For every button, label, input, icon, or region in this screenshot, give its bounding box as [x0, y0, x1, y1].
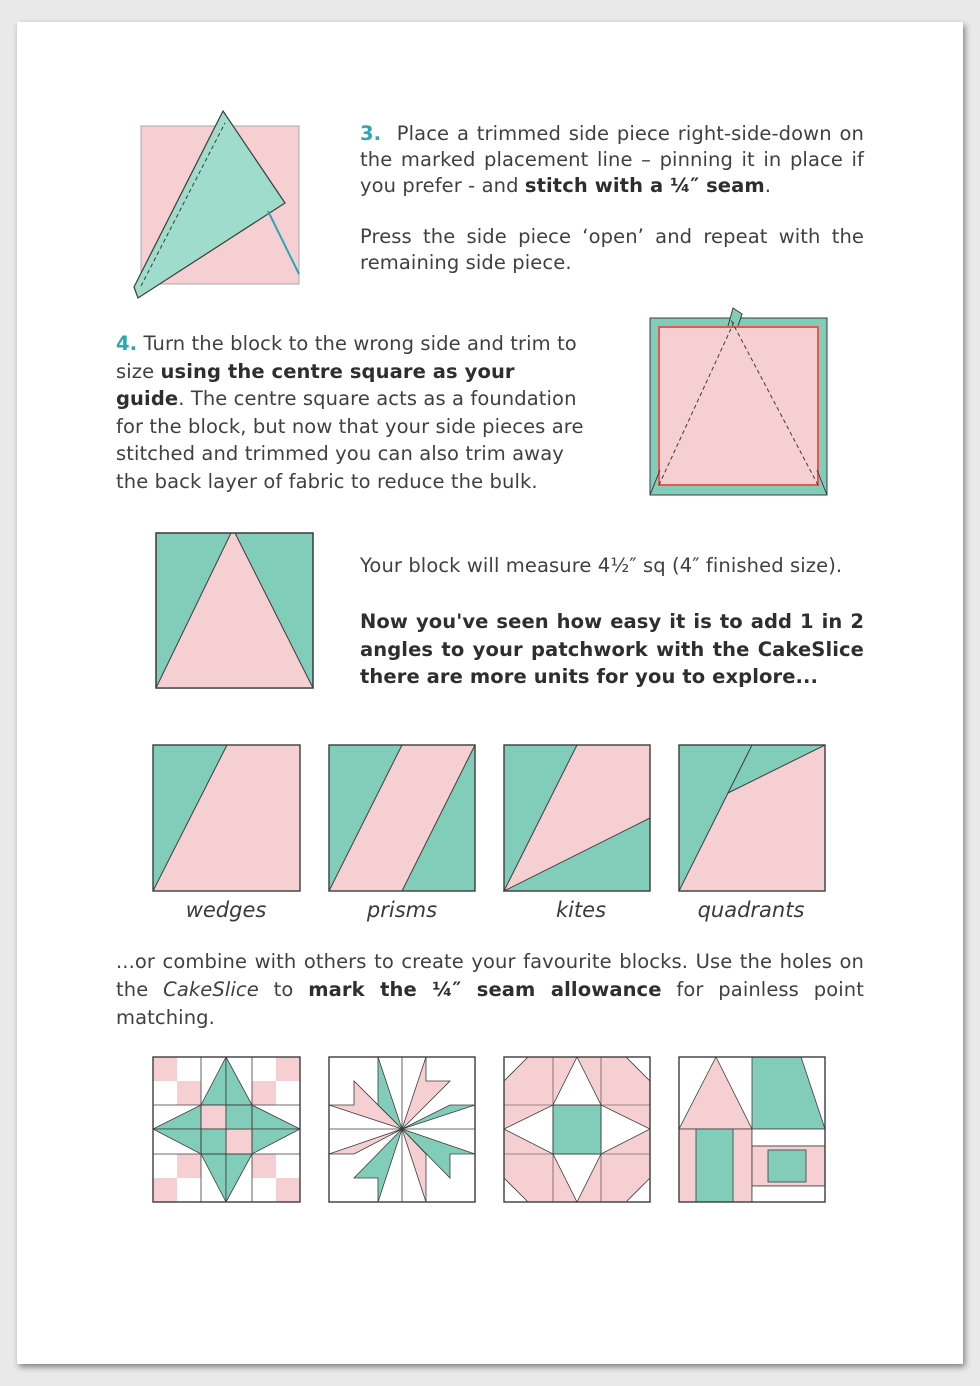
step4-text-b: . The centre square acts as a foundation for the block, but now that your side pieces are stitched and trimmed you can also trim away the back layer of fabric to reduce the bulk. [116, 387, 584, 493]
step3-number: 3. [360, 122, 382, 145]
unit-label-kites: kites [555, 898, 607, 922]
measure-line: Your block will measure 4½″ sq (4″ finished size). [360, 554, 843, 577]
combine-text-a: ...or combine with others to create your favourite blocks. Use the holes on the [116, 950, 864, 1001]
step3-text-a: Place a trimmed side piece right-side-down on the marked placement line – pinning it in place if you prefer - and [360, 122, 864, 197]
step3-paragraph-2: Press the side piece ‘open’ and repeat with the remaining side piece. [360, 225, 864, 274]
combine-brand: CakeSlice [163, 978, 259, 1001]
unit-label-prisms: prisms [366, 898, 438, 922]
combine-text-b: to [258, 978, 309, 1001]
unit-label-wedges: wedges [185, 898, 267, 922]
combine-text-c: for painless point matching. [116, 978, 864, 1029]
step4-number: 4. [116, 332, 138, 355]
combine-text-bold: mark the ¼″ seam allowance [308, 978, 662, 1001]
block-pinwheel [329, 1057, 475, 1202]
block-house [679, 1057, 825, 1202]
explore-paragraph: Now you've seen how easy it is to add 1 in 2 angles to your patchwork with the CakeSlice there are more units for you to explore... [360, 610, 864, 688]
block-octagon [504, 1057, 650, 1202]
step3-text-end: . [764, 174, 772, 197]
block-star [153, 1057, 300, 1202]
step4-text-bold: using the centre square as your guide [116, 359, 515, 410]
step4-text-a: Turn the block to the wrong side and trim to size [116, 332, 577, 383]
step3-text-bold: stitch with a ¼″ seam [524, 174, 765, 197]
unit-label-quadrants: quadrants [697, 898, 805, 922]
